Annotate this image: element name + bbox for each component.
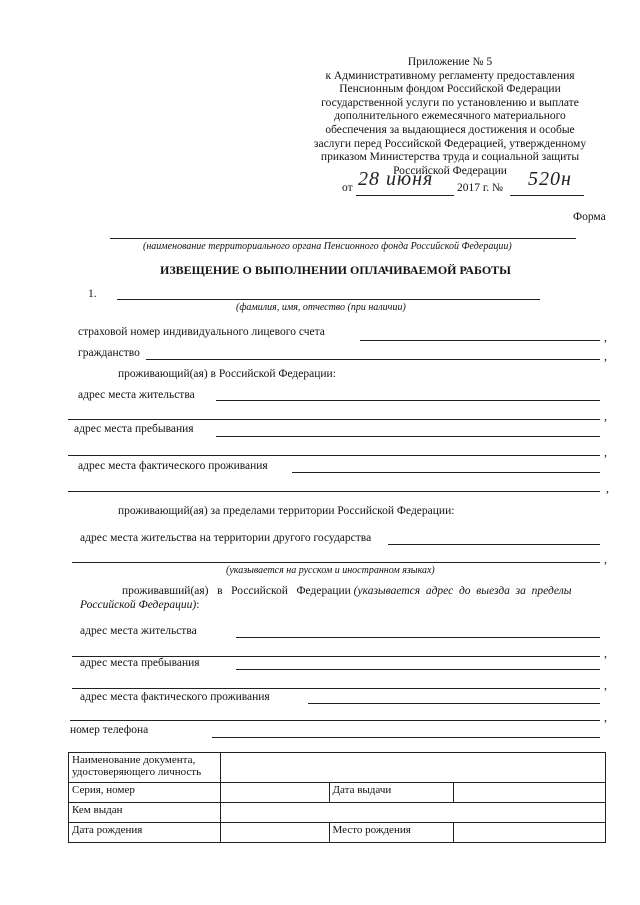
address-stay-line-2[interactable] <box>68 455 600 456</box>
address-stay2-line-2[interactable] <box>72 688 600 689</box>
phone-label: номер телефона <box>70 724 149 736</box>
comma: , <box>604 409 607 423</box>
header-line: Приложение № 5 <box>407 56 493 68</box>
snils-line[interactable] <box>360 340 600 341</box>
header-line: обеспечения за выдающиеся достижения и особые <box>325 123 575 136</box>
lived-rf-note-2: Российской Федерации) <box>80 599 197 611</box>
address-stay-line[interactable] <box>216 436 600 437</box>
document-title: ИЗВЕЩЕНИЕ О ВЫПОЛНЕНИИ ОПЛАЧИВАЕМОЙ РАБОТЫ <box>160 263 511 277</box>
issued-by-value[interactable] <box>220 803 605 823</box>
lived-rf-heading <box>122 584 572 598</box>
comma: , <box>604 552 607 566</box>
header-block <box>300 56 600 178</box>
issue-date-value[interactable] <box>454 783 606 803</box>
number-handwritten: 520н <box>528 168 572 190</box>
address-actual-line[interactable] <box>292 472 600 473</box>
item-number: 1. <box>88 288 97 300</box>
date-year: 2017 г. № <box>457 182 504 194</box>
header-line: Пенсионным фондом Российской Федерации <box>339 83 561 96</box>
citizenship-label: гражданство <box>78 347 140 359</box>
comma: , <box>606 481 609 495</box>
form-label: Форма <box>573 211 606 223</box>
lived-rf-note: (указывается адрес до выезда за пределы <box>353 585 572 597</box>
header-line: Российской Федерации <box>393 164 507 177</box>
header-line: дополнительного ежемесячного материального <box>334 110 566 123</box>
fio-caption: (фамилия, имя, отчество (при наличии) <box>236 302 406 313</box>
foreign-caption: (указывается на русском и иностранном языках) <box>226 565 435 576</box>
address-stay2-line[interactable] <box>236 669 600 670</box>
comma: , <box>604 710 607 724</box>
series-value[interactable] <box>220 783 329 803</box>
header-line: государственной услуги по установлению и выплате <box>321 96 579 109</box>
header-line: приказом Министерства труда и социальной защиты <box>320 151 580 164</box>
snils-label: страховой номер индивидуального лицевого счета <box>78 326 325 338</box>
address-residence-label: адрес места жительства <box>78 389 195 401</box>
doc-name-label: Наименование документа, удостоверяющего личность <box>69 753 221 783</box>
org-line <box>110 238 576 239</box>
series-label: Серия, номер <box>69 783 221 803</box>
header-line: к Административному регламенту предоставления <box>325 69 575 82</box>
birth-place-label: Место рождения <box>329 823 454 843</box>
address-actual2-label: адрес места фактического проживания <box>80 691 270 703</box>
number-underline <box>510 195 584 196</box>
table-row <box>69 823 606 843</box>
fio-line <box>117 299 540 300</box>
address-actual2-line-2[interactable] <box>70 720 600 721</box>
address-foreign-label: адрес места жительства на территории другого государства <box>80 532 372 544</box>
identity-document-table <box>68 752 606 843</box>
birth-place-value[interactable] <box>454 823 606 843</box>
table-row <box>69 753 606 783</box>
address-residence2-line[interactable] <box>236 637 600 638</box>
address-stay-label: адрес места пребывания <box>74 423 194 435</box>
date-handwritten: 28 июня <box>358 168 434 190</box>
org-caption: (наименование территориального органа Пенсионного фонда Российской Федерации) <box>143 241 512 252</box>
address-residence-line[interactable] <box>216 400 600 401</box>
lived-rf-text: проживавший(ая) в Российской Федерации <box>122 585 351 597</box>
comma: , <box>604 678 607 692</box>
address-actual-label: адрес места фактического проживания <box>78 460 268 472</box>
residing-abroad-heading: проживающий(ая) за пределами территории Российской Федерации: <box>118 505 455 517</box>
residing-rf-heading: проживающий(ая) в Российской Федерации: <box>118 368 336 380</box>
comma: , <box>604 330 607 344</box>
lived-rf-note-line2 <box>80 598 199 612</box>
address-foreign-line-2[interactable] <box>72 562 600 563</box>
comma: , <box>604 349 607 363</box>
comma: , <box>604 445 607 459</box>
phone-line[interactable] <box>212 737 600 738</box>
citizenship-line[interactable] <box>146 359 600 360</box>
lived-rf-colon: : <box>196 599 200 611</box>
birth-date-label: Дата рождения <box>69 823 221 843</box>
address-actual2-line[interactable] <box>308 703 600 704</box>
comma: , <box>604 646 607 660</box>
issue-date-label: Дата выдачи <box>329 783 454 803</box>
birth-date-value[interactable] <box>220 823 329 843</box>
doc-name-value[interactable] <box>220 753 605 783</box>
table-row <box>69 803 606 823</box>
issued-by-label: Кем выдан <box>69 803 221 823</box>
address-actual-line-2[interactable] <box>68 491 600 492</box>
address-foreign-line[interactable] <box>388 544 600 545</box>
header-line: заслуги перед Российской Федерацией, утвержденному <box>313 137 587 150</box>
address-residence2-label: адрес места жительства <box>80 625 197 637</box>
date-underline <box>356 195 454 196</box>
address-residence-line-2[interactable] <box>68 419 600 420</box>
table-row <box>69 783 606 803</box>
address-stay2-label: адрес места пребывания <box>80 657 200 669</box>
date-prefix: от <box>342 182 353 194</box>
